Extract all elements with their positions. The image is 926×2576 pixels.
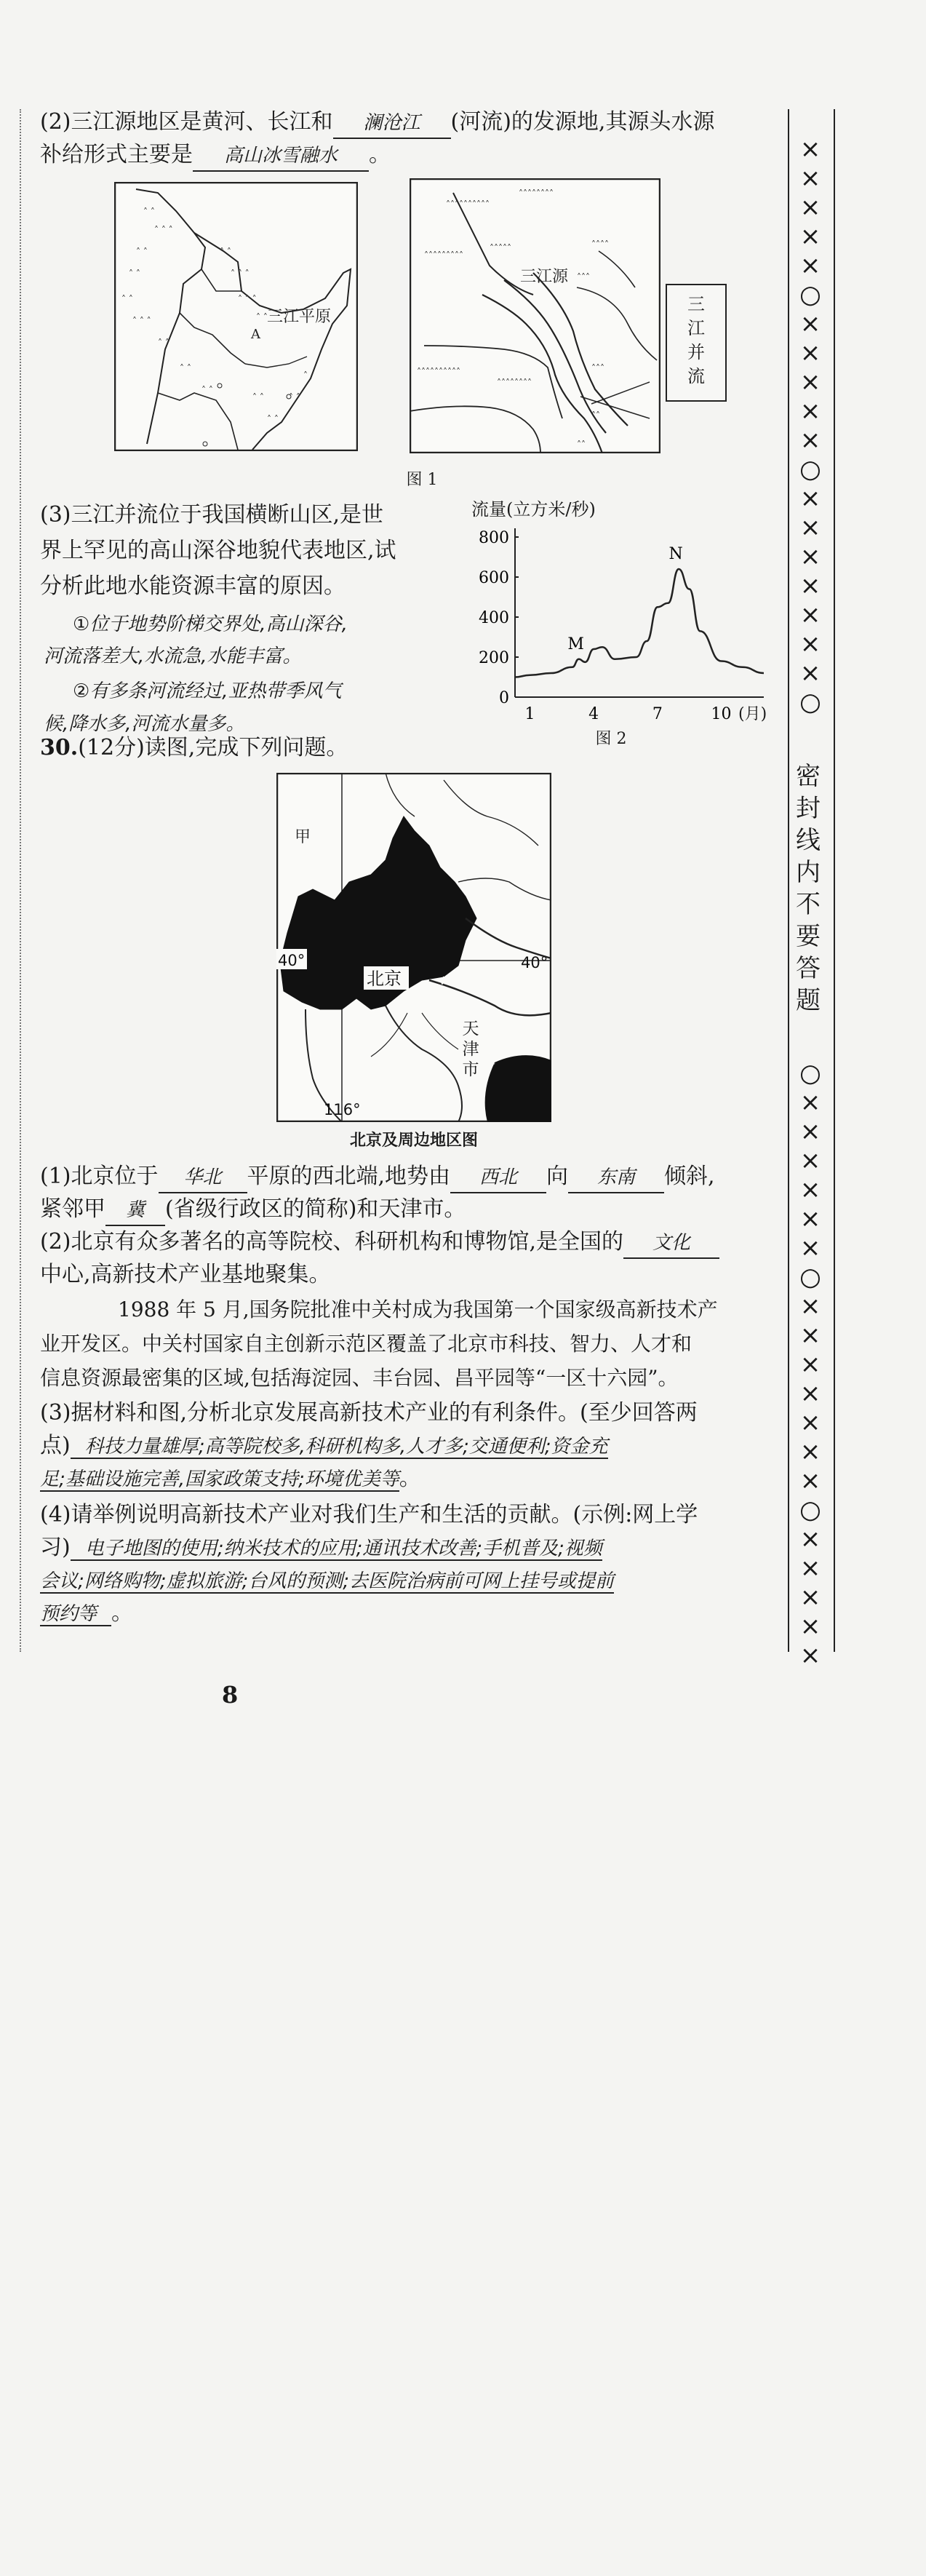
- q30-title: [40, 734, 348, 763]
- q30-4-line4: [40, 1599, 133, 1629]
- svg-text:˄ ˄: ˄ ˄: [201, 385, 213, 395]
- q30-3-answer-2: 足;基础设施完善,国家政策支持;环境优美等: [40, 1468, 399, 1490]
- chart-y-tick-label: 0: [499, 689, 509, 707]
- svg-text:˄ ˄: ˄ ˄: [143, 207, 155, 217]
- left-margin-line: [20, 109, 21, 1652]
- svg-text:˄˄˄˄˄˄˄˄: ˄˄˄˄˄˄˄˄: [497, 378, 532, 388]
- beijing-map-caption: 北京及周边地区图: [349, 1132, 478, 1150]
- material-line2: 业开发区。中关村国家自主创新示范区覆盖了北京市科技、智力、人才和: [40, 1332, 692, 1356]
- seal-cross-mark: ×: [799, 1117, 821, 1146]
- q30-3-text: 点): [40, 1433, 71, 1458]
- seal-cross-mark: ×: [799, 600, 821, 629]
- svg-text:˄˄˄˄˄˄˄˄˄˄: ˄˄˄˄˄˄˄˄˄˄: [446, 199, 490, 210]
- seal-cross-mark: ×: [799, 1524, 821, 1554]
- seal-cross-mark: ×: [799, 1437, 821, 1466]
- map-label-lat-right: 40°: [521, 954, 548, 971]
- seal-cross-mark: ×: [799, 251, 821, 280]
- map-label-lat-left: 40°: [278, 952, 306, 969]
- material-line1: 1988 年 5 月,国务院批准中关村成为我国第一个国家级高新技术产: [118, 1297, 718, 1321]
- q30-1-line2: [40, 1195, 466, 1226]
- page-number: 8: [222, 1681, 239, 1709]
- svg-text:˄ ˄ ˄: ˄ ˄ ˄: [154, 225, 173, 235]
- seal-cross-mark: ×: [799, 542, 821, 571]
- svg-text:˄ ˄: ˄ ˄: [220, 247, 231, 257]
- seal-cross-mark: ×: [799, 367, 821, 397]
- seal-cross-mark: ×: [799, 135, 821, 164]
- seal-cross-mark: ×: [799, 193, 821, 222]
- seal-cross-mark: ×: [799, 1641, 821, 1670]
- seal-cross-mark: ×: [799, 1292, 821, 1321]
- seal-cross-mark: ×: [799, 1233, 821, 1263]
- beijing-map: [276, 773, 551, 1122]
- q2-answer-supply: 高山冰雪融水: [193, 141, 369, 172]
- q30-4-text: 习): [40, 1535, 71, 1560]
- svg-text:˄ ˄: ˄ ˄: [180, 363, 191, 373]
- seal-cross-mark: ×: [799, 397, 821, 426]
- q3-answer-3: ②有多条河流经过,亚热带季风气: [73, 680, 342, 702]
- svg-text:˄˄˄˄˄: ˄˄˄˄˄: [490, 243, 511, 253]
- map-label-jia: 甲: [295, 828, 311, 846]
- chart-x-tick-label: 4: [588, 705, 599, 723]
- q30-title-text: (12分)读图,完成下列问题。: [78, 735, 348, 760]
- svg-text:˄˄˄˄˄˄˄˄˄: ˄˄˄˄˄˄˄˄˄: [424, 250, 463, 261]
- q2-answer-river: 澜沧江: [333, 108, 451, 139]
- svg-text:˄˄˄: ˄˄˄: [591, 363, 604, 373]
- seal-cross-mark: ×: [799, 222, 821, 251]
- q30-1-text-4: 倾斜,: [664, 1164, 715, 1189]
- q30-1-text-5: 紧邻甲: [40, 1196, 105, 1222]
- chart-y-tick-label: 600: [479, 569, 509, 587]
- seal-circle-mark: ○: [799, 455, 821, 484]
- seal-circle-mark: ○: [799, 688, 821, 717]
- q30-4-answer-1: 电子地图的使用;纳米技术的应用;通讯技术改善;手机普及;视频: [71, 1538, 602, 1561]
- svg-text:˄˄˄˄: ˄˄˄˄: [591, 239, 609, 250]
- seal-cross-mark: ×: [799, 629, 821, 659]
- seal-circle-mark: ○: [799, 280, 821, 309]
- svg-text:˄ ˄: ˄ ˄: [158, 338, 169, 348]
- q30-2-answer: 文化: [623, 1228, 719, 1259]
- seal-text-content: 密封线内不要答题: [796, 762, 822, 1015]
- seal-cross-mark: ×: [799, 1408, 821, 1437]
- seal-cross-mark: ×: [799, 1204, 821, 1233]
- material-line3: 信息资源最密集的区域,包括海淀园、丰台园、昌平园等“一区十六园”。: [40, 1366, 679, 1390]
- q3-answer-4: 候,降水多,河流水量多。: [44, 713, 245, 735]
- svg-text:˄ ˄: ˄ ˄: [136, 247, 148, 257]
- seal-cross-mark: ×: [799, 1321, 821, 1350]
- seal-cross-mark: ×: [799, 1175, 821, 1204]
- seal-circle-mark: ○: [799, 1495, 821, 1524]
- seal-cross-mark: ×: [799, 484, 821, 513]
- seal-line-right: [834, 109, 835, 1652]
- q2-line2: [40, 140, 391, 172]
- q30-3-answer-1: 科技力量雄厚;高等院校多,科研机构多,人才多;交通便利;资金充: [71, 1436, 608, 1459]
- figure1-left-map: [114, 182, 358, 451]
- seal-cross-mark: ×: [799, 1146, 821, 1175]
- q30-4-answer-2: 会议;网络购物;虚拟旅游;台风的预测;去医院治病前可网上挂号或提前: [40, 1570, 615, 1592]
- q30-1-text-2: 平原的西北端,地势由: [247, 1164, 451, 1189]
- seal-cross-mark: ×: [799, 1554, 821, 1583]
- q30-2-line1: [40, 1228, 719, 1259]
- seal-text: [794, 760, 823, 1017]
- seal-cross-mark: ×: [799, 164, 821, 193]
- svg-text:˄ ˄: ˄ ˄: [129, 269, 140, 279]
- q30-4-line1: (4)请举例说明高新技术产业对我们生产和生活的贡献。(示例:网上学: [40, 1502, 698, 1527]
- q30-4-answer-3: 预约等: [40, 1603, 111, 1626]
- seal-circle-mark: ○: [799, 1059, 821, 1088]
- label-a: A: [251, 327, 260, 342]
- q30-number: 30.: [40, 735, 79, 760]
- q30-3-end: 。: [399, 1466, 421, 1491]
- q30-3-line1: (3)据材料和图,分析北京发展高新技术产业的有利条件。(至少回答两: [40, 1400, 698, 1426]
- q30-4-end: 。: [111, 1600, 134, 1626]
- q3-line3: 分析此地水能资源丰富的原因。: [40, 573, 346, 599]
- seal-cross-mark: ×: [799, 426, 821, 455]
- chart-y-tick-label: 200: [479, 649, 509, 667]
- q30-4-line2: [40, 1533, 602, 1563]
- svg-text:˄ ˄ ˄: ˄ ˄ ˄: [231, 269, 250, 279]
- chart-y-tick-label: 800: [479, 529, 509, 547]
- figure1-right-map: [410, 178, 660, 453]
- q3-line2: 界上罕见的高山深谷地貌代表地区,试: [40, 538, 396, 563]
- q30-3-line2: [40, 1431, 608, 1461]
- q30-1-line1: [40, 1162, 715, 1193]
- svg-text:˄: ˄: [303, 370, 308, 381]
- q3-line1: (3)三江并流位于我国横断山区,是世: [40, 502, 384, 528]
- seal-cross-mark: ×: [799, 309, 821, 338]
- q30-4-line3: [40, 1566, 614, 1596]
- svg-text:˄ ˄: ˄ ˄: [289, 392, 300, 402]
- seal-cross-mark: ×: [799, 513, 821, 542]
- q30-3-line3: [40, 1464, 421, 1494]
- seal-cross-mark: ×: [799, 1466, 821, 1495]
- chart-x-tick-label: 10: [711, 705, 732, 723]
- svg-text:˄ ˄ ˄: ˄ ˄ ˄: [238, 294, 257, 304]
- chart-y-tick-label: 400: [479, 609, 509, 627]
- q30-1-text: (1)北京位于: [40, 1164, 159, 1189]
- q30-1-text-3: 向: [546, 1164, 569, 1189]
- q2-text-4: 。: [369, 142, 391, 167]
- chart-x-tick-label: 7: [652, 705, 663, 723]
- seal-cross-mark: ×: [799, 1583, 821, 1612]
- svg-text:˄ ˄: ˄ ˄: [256, 312, 268, 322]
- q30-2-line2: 中心,高新技术产业基地聚集。: [40, 1262, 331, 1287]
- seal-cross-mark: ×: [799, 659, 821, 688]
- map-label-beijing: 北京: [367, 969, 402, 989]
- label-sanjiang-plain: 三江平原: [267, 308, 332, 326]
- svg-text:˄ ˄: ˄ ˄: [252, 392, 264, 402]
- svg-text:˄˄˄˄˄˄˄˄: ˄˄˄˄˄˄˄˄: [519, 188, 554, 199]
- seal-cross-mark: ×: [799, 1379, 821, 1408]
- chart-xlabel: (月): [738, 705, 767, 723]
- q3-answer-1: ①位于地势阶梯交界处,高山深谷,: [73, 613, 348, 635]
- chart-annotation-m: M: [567, 635, 584, 653]
- q30-1-answer-plain: 华北: [159, 1163, 247, 1193]
- label-sanjiangyuan: 三江源: [520, 268, 569, 286]
- q30-1-answer-low: 东南: [568, 1163, 664, 1193]
- chart-ylabel: 流量(立方米/秒): [471, 499, 596, 520]
- svg-text:˄˄˄˄˄˄˄˄˄˄: ˄˄˄˄˄˄˄˄˄˄: [417, 367, 460, 377]
- q2-text: (2)三江源地区是黄河、长江和: [40, 109, 333, 135]
- seal-cross-mark: ×: [799, 1350, 821, 1379]
- seal-cross-mark: ×: [799, 571, 821, 600]
- chart-x-tick-label: 1: [524, 705, 535, 723]
- seal-circle-mark: ○: [799, 1263, 821, 1292]
- chart-annotation-n: N: [668, 545, 683, 563]
- figure1-caption: 图 1: [406, 471, 438, 489]
- svg-text:˄˄˄: ˄˄˄: [577, 272, 590, 282]
- svg-text:˄ ˄: ˄ ˄: [121, 294, 133, 304]
- seal-cross-mark: ×: [799, 1088, 821, 1117]
- q3-answer-2: 河流落差大,水流急,水能丰富。: [44, 645, 302, 667]
- svg-text:˄ ˄: ˄ ˄: [267, 414, 279, 424]
- sanjiang-binglu-box: [666, 284, 727, 402]
- svg-text:˄˄: ˄˄: [577, 440, 586, 450]
- sanjiang-binglu-label: 三江并流: [687, 294, 705, 386]
- seal-marks-bottom: [788, 1033, 833, 2576]
- seal-cross-mark: ×: [799, 1612, 821, 1641]
- svg-text:˄ ˄ ˄: ˄ ˄ ˄: [132, 316, 151, 326]
- q30-1-answer-high: 西北: [450, 1163, 546, 1193]
- q2-line1: [40, 108, 714, 139]
- q30-1-text-6: (省级行政区的简称)和天津市。: [165, 1196, 466, 1222]
- map-label-lon: 116°: [324, 1101, 361, 1118]
- chart-flow-line: [515, 569, 764, 677]
- svg-text:˄˄: ˄˄: [591, 410, 600, 421]
- figure2-caption: 图 2: [595, 730, 627, 748]
- figure2-flow-chart: [466, 495, 786, 728]
- q30-2-text: (2)北京有众多著名的高等院校、科研机构和博物馆,是全国的: [40, 1229, 624, 1255]
- q2-text-2: (河流)的发源地,其源头水源: [450, 109, 715, 135]
- q2-text-3: 补给形式主要是: [40, 142, 193, 167]
- seal-cross-mark: ×: [799, 338, 821, 367]
- q30-1-answer-province: 冀: [105, 1196, 165, 1226]
- map-label-tianjin: 天津市: [460, 1019, 482, 1080]
